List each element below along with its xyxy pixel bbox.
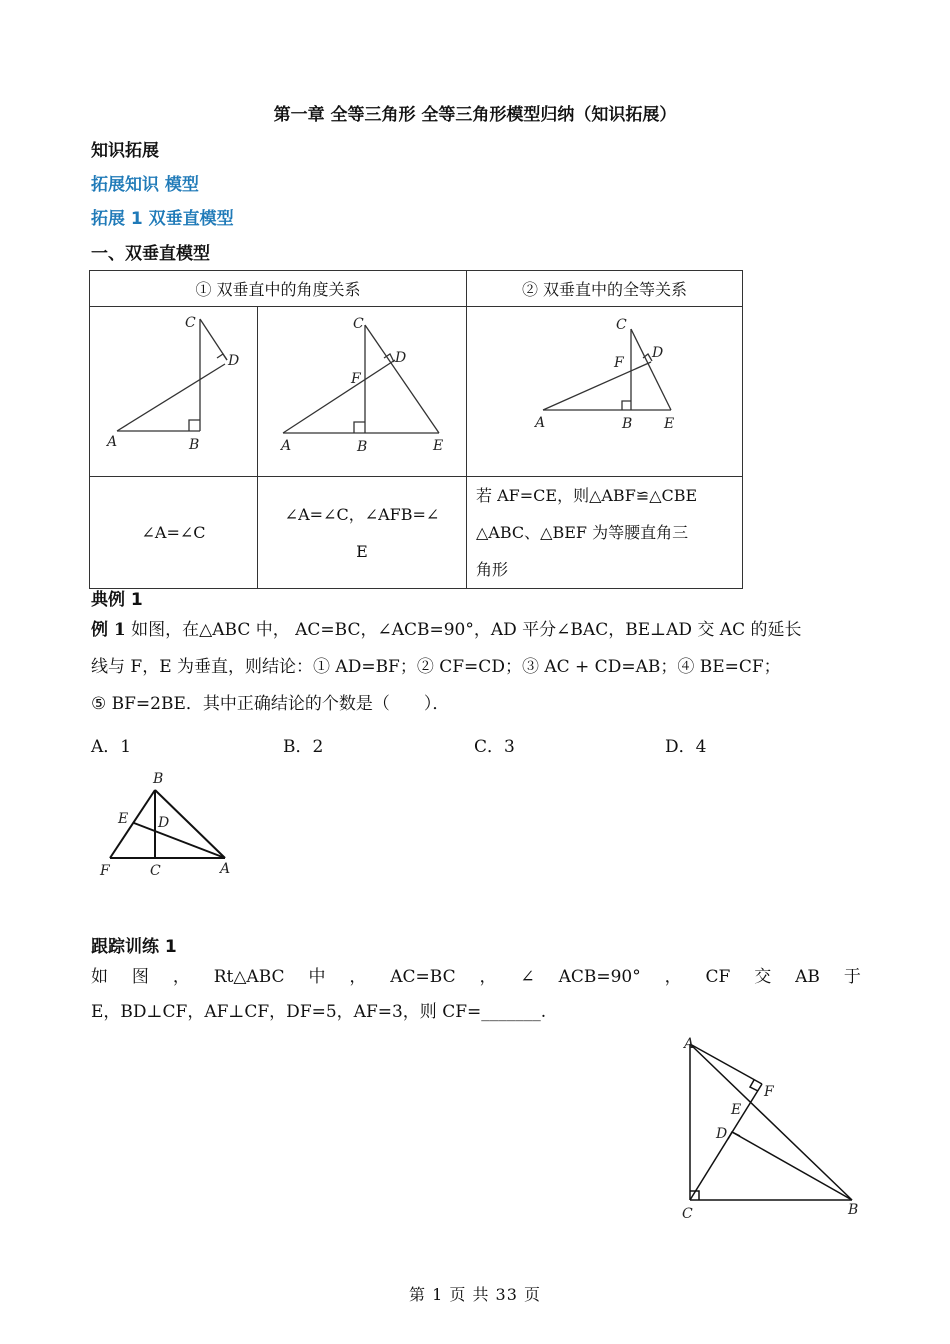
section-heading-double-perpendicular: 一、双垂直模型 <box>91 244 210 264</box>
page-title: 第一章 全等三角形 全等三角形模型归纳（知识拓展） <box>273 105 677 125</box>
option-d: D．4 <box>665 737 707 757</box>
label-B: B <box>622 416 633 432</box>
label-A: A <box>107 434 118 450</box>
training-line1: 如 图 ， Rt△ABC 中 ， AC=BC ， ∠ ACB=90° ， CF 交 AB 于 <box>91 967 861 987</box>
page-footer: 第 1 页 共 33 页 <box>409 1285 541 1304</box>
label-D: D <box>228 353 240 369</box>
label-E: E <box>433 438 444 454</box>
label-E: E <box>664 416 675 432</box>
label-F: F <box>614 355 624 371</box>
figure-cell-1 <box>90 307 258 477</box>
label-F: F <box>764 1084 774 1100</box>
label-C: C <box>682 1206 693 1222</box>
section-heading-ext1: 拓展 1 双垂直模型 <box>91 209 234 229</box>
example-text: 例 1 如图，在△ABC 中， AC=BC，∠ACB=90°，AD 平分∠BAC，BE⊥AD 交 AC 的延长 线与 F，E 为垂直，则结论：① AD=BF；② CF=CD；③ AC + CD=AB；④ BE=CF； ⑤ BF=2BE．其中正确结论的个数是（ ）． <box>91 620 802 714</box>
label-E: E <box>731 1102 742 1118</box>
training-heading: 跟踪训练 1 <box>91 937 177 957</box>
label-E: E <box>118 811 129 827</box>
label-B: B <box>189 437 200 453</box>
section-heading-knowledge: 知识拓展 <box>91 141 159 161</box>
training-figure <box>670 1030 870 1230</box>
figure-cell-3 <box>467 307 743 477</box>
figure-right-triangle-perpendicular <box>90 307 257 472</box>
figure-triangle-with-foot <box>258 307 466 472</box>
label-C: C <box>353 316 364 332</box>
label-C: C <box>616 317 627 333</box>
label-F: F <box>351 371 361 387</box>
label-D: D <box>395 350 407 366</box>
example-figure <box>90 765 250 885</box>
label-C: C <box>150 863 161 879</box>
label-B: B <box>848 1202 859 1218</box>
label-B: B <box>357 439 368 455</box>
figure-congruent-triangles <box>467 307 742 472</box>
section-heading-model: 拓展知识 模型 <box>91 175 199 195</box>
example-heading: 典例 1 <box>91 590 143 610</box>
table-cell-angle-equal: ∠A=∠C <box>90 477 258 589</box>
training-line2: E，BD⊥CF，AF⊥CF，DF=5，AF=3，则 CF=_______. <box>91 1002 547 1022</box>
label-D: D <box>158 815 170 831</box>
label-D: D <box>652 345 664 361</box>
table-cell-angle-relations: ∠A=∠C，∠AFB=∠ E <box>258 477 467 589</box>
label-D: D <box>716 1126 728 1142</box>
figure-cell-2 <box>258 307 467 477</box>
table-header-angle: ① 双垂直中的角度关系 <box>90 271 467 307</box>
table-header-congruence: ② 双垂直中的全等关系 <box>467 271 743 307</box>
label-A: A <box>684 1036 695 1052</box>
label-C: C <box>185 315 196 331</box>
option-c: C．3 <box>474 737 515 757</box>
label-A: A <box>220 861 231 877</box>
option-b: B．2 <box>283 737 324 757</box>
model-table <box>89 270 743 589</box>
label-A: A <box>535 415 546 431</box>
label-A: A <box>281 438 292 454</box>
option-a: A．1 <box>91 737 132 757</box>
table-cell-congruence: 若 AF=CE，则△ABF≌△CBE △ABC、△BEF 为等腰直角三 角形 <box>467 477 743 589</box>
label-F: F <box>100 863 110 879</box>
example-label: 例 1 <box>91 620 126 640</box>
label-B: B <box>153 771 164 787</box>
